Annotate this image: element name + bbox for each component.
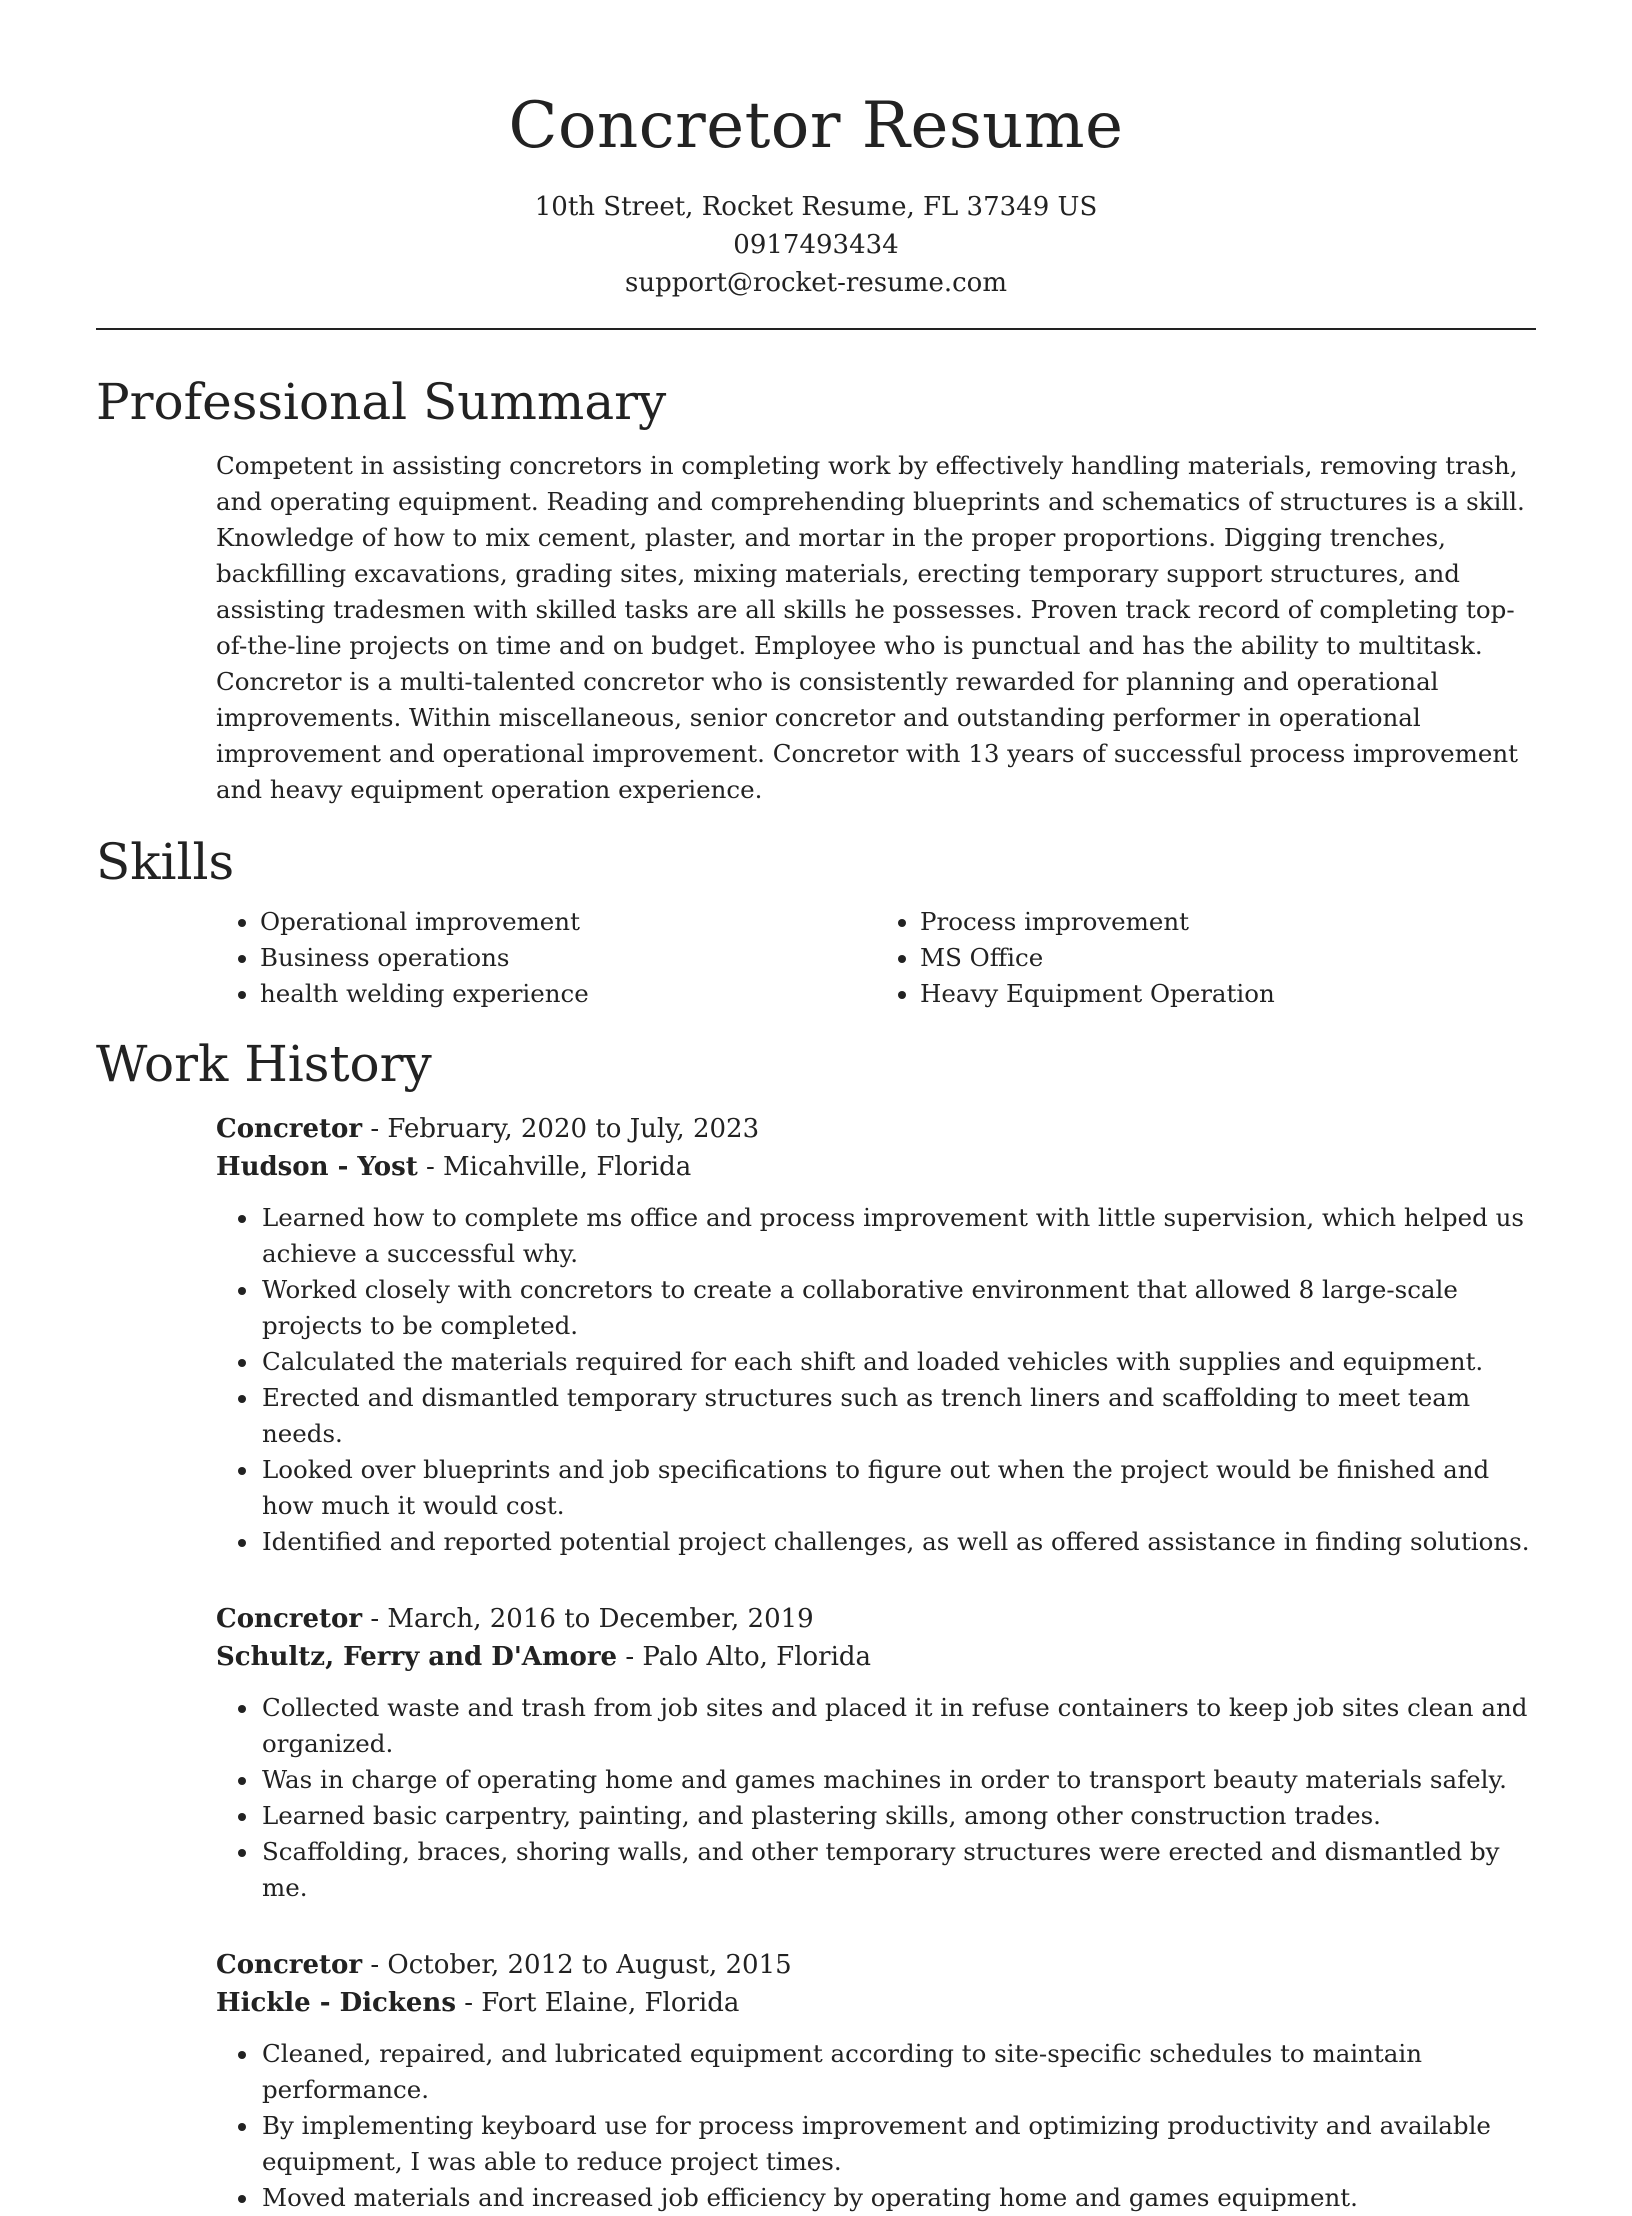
skill-item: • Heavy Equipment Operation — [920, 976, 1530, 1012]
job-company: Hudson - Yost — [216, 1152, 418, 1182]
job-dates: - February, 2020 to July, 2023 — [362, 1114, 760, 1144]
duty-item: • Learned how to complete ms office and process improvement with little supervision, which helped us achieve a successful why. — [260, 1200, 1536, 1272]
job-entry — [216, 1946, 1536, 2216]
resume-header — [96, 0, 1536, 302]
contact-address: 10th Street, Rocket Resume, FL 37349 US — [534, 192, 1098, 222]
job-company-line — [216, 1638, 1536, 1676]
skill-item: • Business operations — [260, 940, 870, 976]
job-role-line — [216, 1946, 1536, 1984]
job-location: - Fort Elaine, Florida — [455, 1988, 740, 2018]
job-role-line — [216, 1110, 1536, 1148]
resume-page — [96, 0, 1536, 2216]
duty-item: • Identified and reported potential project challenges, as well as offered assistance in finding solutions. — [260, 1524, 1536, 1560]
duty-item: • Collected waste and trash from job sites and placed it in refuse containers to keep job sites clean and organized. — [260, 1690, 1536, 1762]
skill-item: • Operational improvement — [260, 904, 870, 940]
job-duties — [216, 2036, 1536, 2216]
header-divider — [96, 328, 1536, 330]
contact-block — [96, 188, 1536, 302]
duty-item: • Cleaned, repaired, and lubricated equipment according to site-specific schedules to maintain performance. — [260, 2036, 1536, 2108]
duty-item: • Learned basic carpentry, painting, and plastering skills, among other construction trades. — [260, 1798, 1536, 1834]
job-role: Concretor — [216, 1950, 363, 1980]
job-location: - Micahville, Florida — [417, 1152, 692, 1182]
job-company-line — [216, 1148, 1536, 1186]
skills-column-left — [216, 904, 870, 1012]
job-entry — [216, 1600, 1536, 1906]
job-duties — [216, 1200, 1536, 1560]
duty-item: • Was in charge of operating home and games machines in order to transport beauty materials safely. — [260, 1762, 1536, 1798]
job-role: Concretor — [216, 1604, 363, 1634]
resume-title: Concretor Resume — [508, 89, 1124, 163]
duty-item: • Erected and dismantled temporary structures such as trench liners and scaffolding to meet team needs. — [260, 1380, 1536, 1452]
job-company: Schultz, Ferry and D'Amore — [216, 1642, 618, 1672]
duty-item: • By implementing keyboard use for process improvement and optimizing productivity and available equipment, I was able to reduce project times. — [260, 2108, 1536, 2180]
duty-item: • Worked closely with concretors to create a collaborative environment that allowed 8 large-scale projects to be completed. — [260, 1272, 1536, 1344]
summary-heading: Professional Summary — [96, 373, 667, 431]
skills-column-right — [870, 904, 1530, 1012]
duty-item: • Looked over blueprints and job specifications to figure out when the project would be finished and how much it would cost. — [260, 1452, 1536, 1524]
job-role: Concretor — [216, 1114, 363, 1144]
contact-email: support@rocket-resume.com — [624, 268, 1007, 298]
contact-phone: 0917493434 — [733, 230, 899, 260]
skill-item: • health welding experience — [260, 976, 870, 1012]
skill-item: • MS Office — [920, 940, 1530, 976]
skill-item: • Process improvement — [920, 904, 1530, 940]
job-location: - Palo Alto, Florida — [617, 1642, 872, 1672]
duty-item: • Moved materials and increased job efficiency by operating home and games equipment. — [260, 2180, 1536, 2216]
summary-text: Competent in assisting concretors in completing work by effectively handling materials, removing trash, and operating equipment. Reading and comprehending blueprints and schematics of structures is a skill. Knowledge of how to mix cement, plaster, and mortar in the proper proportions. Digging trenches, backfilling excavations, grading sites, mixing materials, erecting temporary support structures, and assisting tradesmen with skilled tasks are all skills he possesses. Proven track record of completing top-of-the-line projects on time and on budget. Employee who is punctual and has the ability to multitask. Concretor is a multi-talented concretor who is consistently rewarded for planning and operational improvements. Within miscellaneous, senior concretor and outstanding performer in operational improvement and operational improvement. Concretor with 13 years of successful process improvement and heavy equipment operation experience. — [216, 451, 1525, 804]
work-history-heading: Work History — [96, 1035, 432, 1093]
duty-item: • Calculated the materials required for each shift and loaded vehicles with supplies and equipment. — [260, 1344, 1536, 1380]
job-company-line — [216, 1984, 1536, 2022]
job-dates: - October, 2012 to August, 2015 — [362, 1950, 792, 1980]
duty-item: • Scaffolding, braces, shoring walls, and other temporary structures were erected and dismantled by me. — [260, 1834, 1536, 1906]
skills-list — [216, 904, 1536, 1012]
skills-heading: Skills — [96, 833, 235, 891]
job-role-line — [216, 1600, 1536, 1638]
job-entry — [216, 1110, 1536, 1560]
job-company: Hickle - Dickens — [216, 1988, 456, 2018]
job-dates: - March, 2016 to December, 2019 — [362, 1604, 814, 1634]
job-duties — [216, 1690, 1536, 1906]
